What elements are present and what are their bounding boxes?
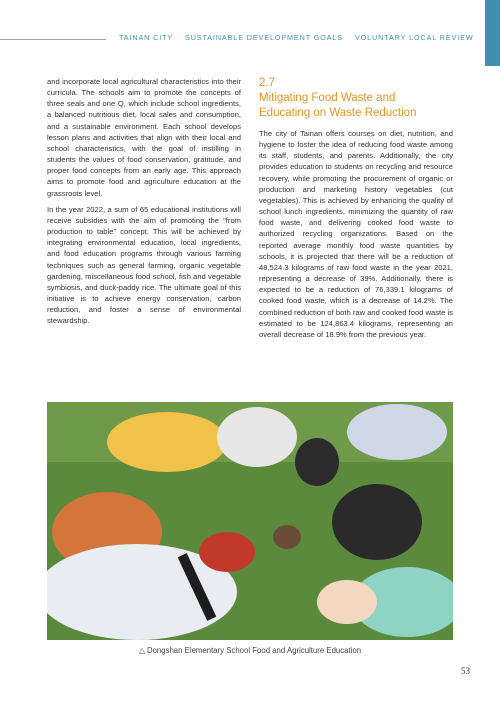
running-header — [119, 33, 483, 42]
header-city: TAINAN CITY — [119, 33, 174, 42]
section-title — [259, 91, 453, 121]
chapter-tab — [485, 0, 500, 66]
section-title-line-1: Mitigating Food Waste and — [259, 92, 396, 104]
right-column — [259, 76, 453, 345]
photo-caption — [0, 646, 500, 655]
header-rule — [0, 39, 106, 40]
section-number: 2.7 — [259, 77, 275, 89]
section-body: The city of Tainan offers courses on diet, nutrition, and hygiene to foster the idea of reducing food waste among its staff, students, and parents. Additionally, the city provides education to students on recycling and resource recovery, while promoting the procurement of organic or production and marketing history vegetables (cut vegetables). This is achieved by enhancing the quality of school lunch ingredients, minimizing the quantity of raw food waste, and delivering cooked food waste to authorized recycling organizations. Based on the reported average monthly food waste quantities by schools, it is projected that there will be a reduction of 48,524.3 kilograms of raw food waste in the year 2021, representing a decrease of 39%. Additionally, there is expected to be a reduction of 76,339.1 kilograms of cooked food waste, which is a decrease of 14.2%. The combined reduction of both raw and cooked food waste is estimated to be 124,863.4 kilograms, representing an overall decrease of 18.9% from the previous year. — [259, 129, 453, 339]
caption-triangle-icon: △ — [138, 646, 145, 655]
caption-text: Dongshan Elementary School Food and Agriculture Education — [146, 646, 362, 655]
header-review: VOLUNTARY LOCAL REVIEW — [354, 33, 474, 42]
header-goals: SUSTAINABLE DEVELOPMENT GOALS — [185, 33, 344, 42]
left-column — [47, 76, 241, 331]
left-paragraph-1: and incorporate local agricultural characteristics into their curricula. The schools aim to promote the concepts of three seals and one Q, which include school ingredients, a balanced nutritious diet, local sales and consumption, and a sustainable environment. Each school develops lesson plans and activities that align with their local and school characteristics, with the goal of instilling in students the values of food conservation, gratitude, and proper food concepts from an early age. This approach aims to promote food and agriculture education at the grassroots level. — [47, 77, 241, 198]
section-title-line-2: Educating on Waste Reduction — [259, 107, 417, 119]
page-number: 53 — [461, 666, 470, 676]
photo-food-education — [47, 402, 453, 640]
left-paragraph-2: In the year 2022, a sum of 65 educational institutions will receive subsidies with the aim of promoting the "from production to table" concept. This will be achieved by integrating environmental education, local ingredients, and food education programs through various farming techniques such as general farming, organic vegetable gardening, miscellaneous food school, fish and vegetable symbiosis, and duck-paddy rice. The ultimate goal of this initiative is to achieve energy conservation, carbon reduction, and foster a sense of environmental stewardship. — [47, 204, 241, 326]
